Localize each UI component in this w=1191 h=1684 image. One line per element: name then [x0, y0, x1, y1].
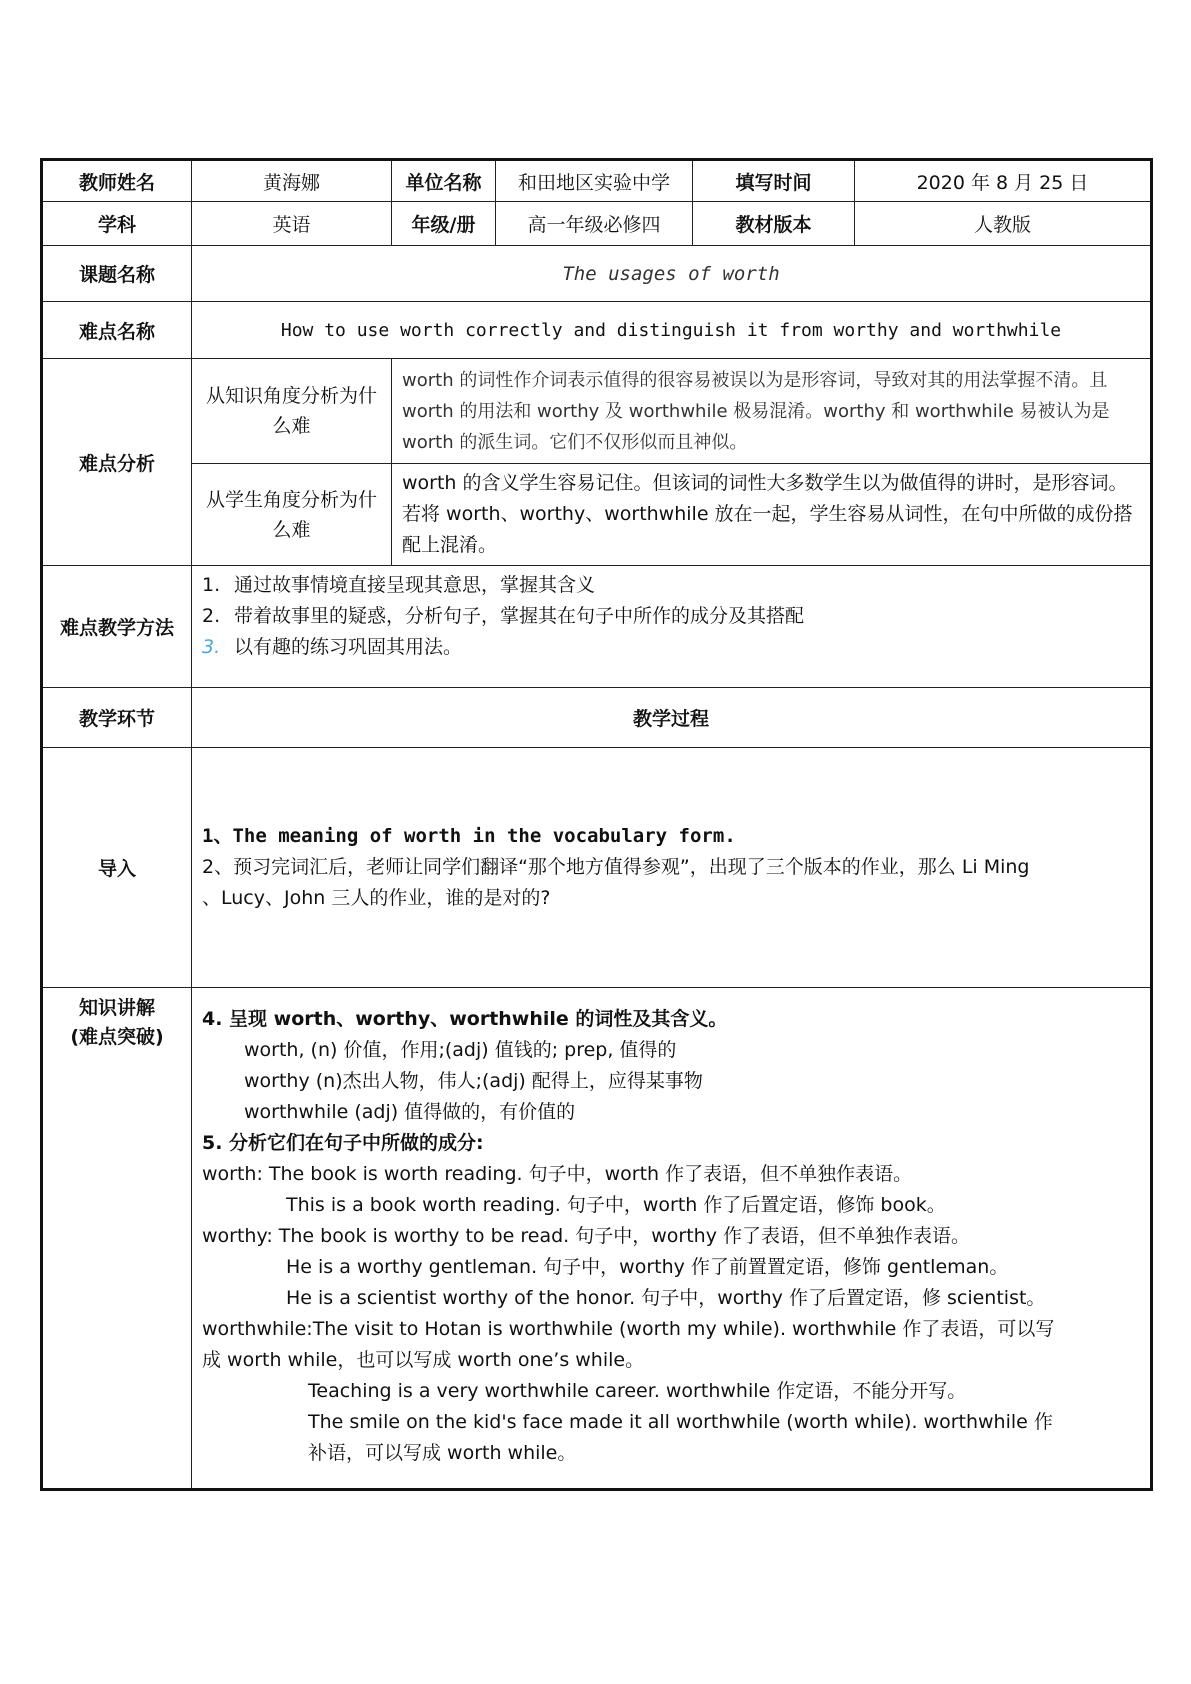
intro-label: 导入: [42, 748, 192, 988]
unit-value: 和田地区实验中学: [496, 160, 693, 202]
sentence-3: worthy: The book is worthy to be read. 句子中，worthy 作了表语，但不单独作表语。: [202, 1225, 970, 1247]
methods-label: 难点教学方法: [42, 566, 192, 688]
textbook-value: 人教版: [855, 202, 1152, 246]
sentence-2: This is a book worth reading. 句子中，worth 作了后置定语，修饰 book。: [286, 1194, 946, 1216]
intro-line-3: 、Lucy、John 三人的作业，谁的是对的?: [202, 887, 551, 909]
knowledge-angle-label: 从知识角度分析为什么难: [192, 359, 392, 464]
sentence-5: He is a scientist worthy of the honor. 句子中，worthy 作了后置定语，修 scientist。: [286, 1287, 1046, 1309]
sentence-4: He is a worthy gentleman. 句子中，worthy 作了前置置定语，修饰 gentleman。: [286, 1256, 1009, 1278]
sentence-8: Teaching is a very worthwhile career. worthwhile 作定语，不能分开写。: [308, 1380, 967, 1402]
teacher-value: 黄海娜: [192, 160, 392, 202]
knowledge-angle-text: worth 的词性作介词表示值得的很容易被误以为是形容词，导致对其的用法掌握不清。且 worth 的用法和 worthy 及 worthwhile 极易混淆。worthy 和 worthwhile 易被认为是 worth 的派生词。它们不仅形似而且神似。: [392, 359, 1152, 464]
knowledge-label: [42, 988, 192, 1490]
knowledge-label-line-2: (难点突破): [70, 1026, 164, 1048]
analysis-label: 难点分析: [42, 359, 192, 566]
sentence-9: The smile on the kid's face made it all worthwhile (worth while). worthwhile 作: [308, 1411, 1053, 1433]
unit-label: 单位名称: [392, 160, 496, 202]
sentence-1: worth: The book is worth reading. 句子中，worth 作了表语，但不单独作表语。: [202, 1163, 913, 1185]
definition-worth: worth, (n) 价值，作用;(adj) 值钱的; prep, 值得的: [244, 1039, 677, 1061]
subject-value: 英语: [192, 202, 392, 246]
definition-worthwhile: worthwhile (adj) 值得做的，有价值的: [244, 1101, 576, 1123]
lesson-plan-form: [40, 158, 1150, 1491]
stage-header: 教学环节: [42, 688, 192, 748]
teacher-label: 教师姓名: [42, 160, 192, 202]
textbook-label: 教材版本: [693, 202, 855, 246]
methods-list: [192, 566, 1152, 688]
topic-value: The usages of worth: [192, 246, 1152, 302]
knowledge-label-line-1: 知识讲解: [78, 997, 155, 1019]
intro-line-1: 1、The meaning of worth in the vocabulary form.: [202, 825, 736, 847]
topic-label: 课题名称: [42, 246, 192, 302]
grade-label: 年级/册: [392, 202, 496, 246]
heading-5: 5. 分析它们在句子中所做的成分:: [202, 1132, 484, 1154]
grade-value: 高一年级必修四: [496, 202, 693, 246]
method-item: 2. 带着故事里的疑惑，分析句子，掌握其在句子中所作的成分及其搭配: [202, 605, 805, 627]
intro-content: [192, 748, 1152, 988]
heading-4: 4. 呈现 worth、worthy、worthwhile 的词性及其含义。: [202, 1008, 728, 1030]
student-angle-label: 从学生角度分析为什么难: [192, 464, 392, 566]
student-angle-text: worth 的含义学生容易记住。但该词的词性大多数学生以为做值得的讲时，是形容词。若将 worth、worthy、worthwhile 放在一起，学生容易从词性，在句中所做的成份搭配上混淆。: [392, 464, 1152, 566]
knowledge-content: [192, 988, 1152, 1490]
method-item: 1. 通过故事情境直接呈现其意思，掌握其含义: [202, 574, 596, 596]
difficulty-value: How to use worth correctly and distinguish it from worthy and worthwhile: [192, 302, 1152, 359]
sentence-10: 补语，可以写成 worth while。: [308, 1442, 577, 1464]
sentence-6: worthwhile:The visit to Hotan is worthwhile (worth my while). worthwhile 作了表语，可以写: [202, 1318, 1055, 1340]
process-header: 教学过程: [192, 688, 1152, 748]
intro-line-2: 2、预习完词汇后，老师让同学们翻译“那个地方值得参观”，出现了三个版本的作业，那么 Li Ming: [202, 856, 1030, 878]
method-item: 3. 以有趣的练习巩固其用法。: [202, 636, 463, 658]
subject-label: 学科: [42, 202, 192, 246]
definition-worthy: worthy (n)杰出人物，伟人;(adj) 配得上，应得某事物: [244, 1070, 703, 1092]
sentence-7: 成 worth while，也可以写成 worth one’s while。: [202, 1349, 645, 1371]
date-value: 2020 年 8 月 25 日: [855, 160, 1152, 202]
difficulty-label: 难点名称: [42, 302, 192, 359]
date-label: 填写时间: [693, 160, 855, 202]
form-table: [40, 158, 1153, 1491]
